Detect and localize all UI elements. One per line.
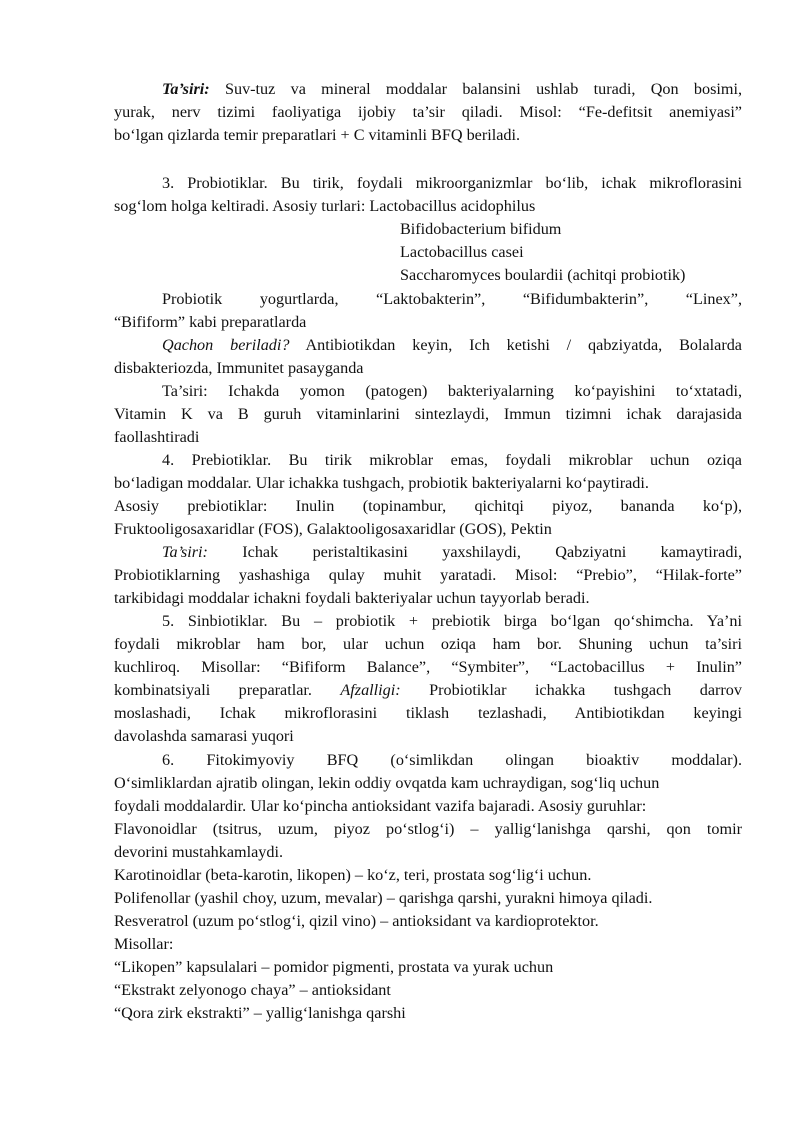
- p2-effect-line-1: Ta’siri: Ichakda yomon (patogen) bakteriyalarning ko‘payishini to‘xtatadi,: [162, 382, 742, 400]
- p4-line-2: foydali mikroblar ham bor, ular uchun oziqa ham bor. Shuning uchun ta’siri: [114, 635, 742, 653]
- p2-when-line-1: [162, 334, 742, 356]
- p3-effect-lead: Ta’siri:: [162, 543, 208, 561]
- p5-line-1: 6. Fitokimyoviy BFQ (o‘simlikdan olingan bioaktiv moddalar).: [162, 751, 742, 769]
- when-text: Antibiotikdan keyin, Ich ketishi / qabziyatda, Bolalarda: [305, 336, 742, 354]
- p1-line-2: yurak, nerv tizimi faoliyatiga ijobiy ta’sir qiladi. Misol: “Fe-defitsit anemiyasi”: [114, 103, 742, 121]
- p3-effect-text: Ichak peristaltikasini yaxshilaydi, Qabziyatni kamaytiradi,: [242, 543, 742, 561]
- strain-item: Lactobacillus casei: [400, 243, 524, 261]
- p4-line-6: davolashda samarasi yuqori: [114, 727, 294, 745]
- strain-item: Saccharomyces boulardii (achitqi probiotik): [400, 266, 686, 284]
- p3-effect-line-2: Probiotiklarning yashashiga qulay muhit yaratadi. Misol: “Prebio”, “Hilak-forte”: [114, 566, 742, 584]
- when-lead: Qachon beriladi?: [162, 336, 290, 354]
- p3-line-4: Fruktooligosaxaridlar (FOS), Galaktooligosaxaridlar (GOS), Pektin: [114, 520, 552, 538]
- p3-line-3: Asosiy prebiotiklar: Inulin (topinambur, qichitqi piyoz, bananda ko‘p),: [114, 497, 742, 515]
- p2-line-3: Probiotik yogurtlarda, “Laktobakterin”, “Bifidumbakterin”, “Linex”,: [162, 290, 742, 308]
- p1-lead: Ta’siri:: [162, 80, 210, 98]
- p1-line-3: bo‘lgan qizlarda temir preparatlari + C vitaminli BFQ beriladi.: [114, 126, 521, 144]
- p2-line-4: “Bifiform” kabi preparatlarda: [114, 313, 307, 331]
- group-flavonoids-line-1: Flavonoidlar (tsitrus, uzum, piyoz po‘stlog‘i) – yallig‘lanishga qarshi, qon tomir: [114, 820, 742, 838]
- p2-when-line-2: disbakteriozda, Immunitet pasayganda: [114, 359, 364, 377]
- p5-line-2: O‘simliklardan ajratib olingan, lekin oddiy ovqatda kam uchraydigan, sog‘liq uchun: [114, 774, 660, 792]
- group-flavonoids-line-2: devorini mustahkamlaydi.: [114, 843, 284, 861]
- p2-line-1: 3. Probiotiklar. Bu tirik, foydali mikroorganizmlar bo‘lib, ichak mikroflorasini: [162, 174, 742, 192]
- p4-line-1: 5. Sinbiotiklar. Bu – probiotik + prebiotik birga bo‘lgan qo‘shimcha. Ya’ni: [162, 612, 742, 630]
- advantage-lead: Afzalligi:: [340, 681, 401, 699]
- p4-line-4a: kombinatsiyali preparatlar.: [114, 681, 312, 699]
- p2-effect-line-3: faollashtiradi: [114, 428, 200, 446]
- p3-effect-line-3: tarkibidagi moddalar ichakni foydali bakteriyalar uchun tayyorlab beradi.: [114, 589, 590, 607]
- p2-line-2: sog‘lom holga keltiradi. Asosiy turlari: Lactobacillus acidophilus: [114, 197, 536, 215]
- example-item: “Ekstrakt zelyonogo chaya” – antioksidant: [114, 981, 391, 999]
- p1-line-1-text: Suv-tuz va mineral moddalar balansini ushlab turadi, Qon bosimi,: [224, 80, 743, 98]
- p4-line-5: moslashadi, Ichak mikroflorasini tiklash tezlashadi, Antibiotikdan keyingi: [114, 704, 742, 722]
- p5-line-3: foydali moddalardir. Ular ko‘pincha antioksidant vazifa bajaradi. Asosiy guruhlar:: [114, 797, 647, 815]
- group-resveratrol: Resveratrol (uzum po‘stlog‘i, qizil vino) – antioksidant va kardioprotektor.: [114, 912, 599, 930]
- p4-line-4: [114, 679, 742, 701]
- p3-effect-line-1: [162, 541, 742, 563]
- strain-item: Bifidobacterium bifidum: [400, 220, 562, 238]
- p2-effect-line-2: Vitamin K va B guruh vitaminlarini sintezlaydi, Immun tizimni ichak darajasida: [114, 405, 742, 423]
- group-carotenoids: Karotinoidlar (beta-karotin, likopen) – ko‘z, teri, prostata sog‘lig‘i uchun.: [114, 866, 592, 884]
- p3-line-1: 4. Prebiotiklar. Bu tirik mikroblar emas, foydali mikroblar uchun oziqa: [162, 451, 742, 469]
- p4-line-4b: Probiotiklar ichakka tushgach darrov: [429, 681, 742, 699]
- p3-line-2: bo‘ladigan moddalar. Ular ichakka tushgach, probiotik bakteriyalarni ko‘paytiradi.: [114, 474, 649, 492]
- examples-heading: Misollar:: [114, 935, 174, 953]
- p4-line-3: kuchliroq. Misollar: “Bifiform Balance”, “Symbiter”, “Lactobacillus + Inulin”: [114, 658, 742, 676]
- p1-line-1: [162, 78, 742, 100]
- example-item: “Qora zirk ekstrakti” – yallig‘lanishga qarshi: [114, 1004, 406, 1022]
- group-polyphenols: Polifenollar (yashil choy, uzum, mevalar) – qarishga qarshi, yurakni himoya qiladi.: [114, 889, 653, 907]
- example-item: “Likopen” kapsulalari – pomidor pigmenti, prostata va yurak uchun: [114, 958, 554, 976]
